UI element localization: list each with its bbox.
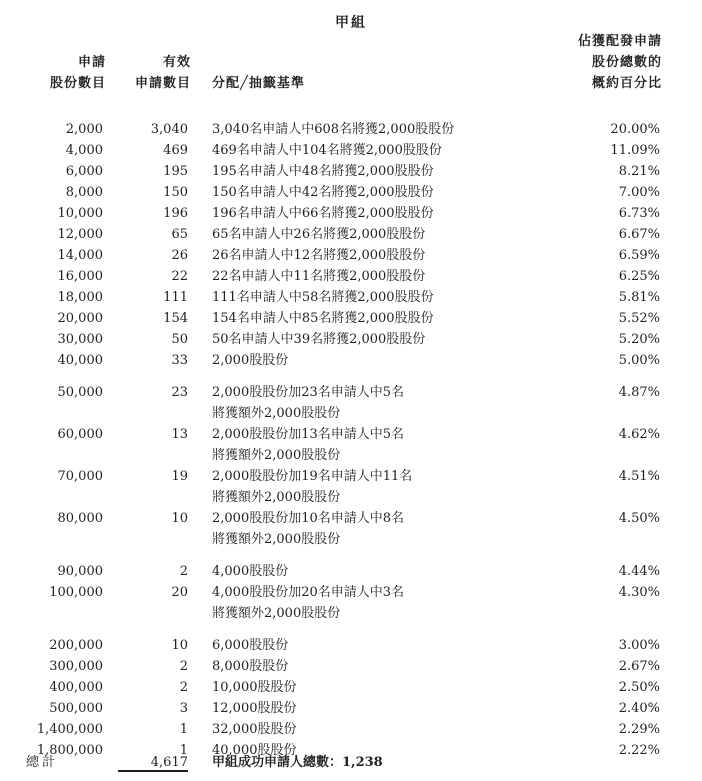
cell-shares-applied: 8,000 xyxy=(65,185,103,200)
cell-shares-applied: 300,000 xyxy=(49,659,103,674)
cell-valid-applications: 154 xyxy=(163,311,188,326)
header-valid-applications xyxy=(135,52,191,94)
cell-allocation-basis xyxy=(212,508,512,550)
cell-approx-percentage: 4.87% xyxy=(618,385,660,400)
basis-line: 4,000股股份 xyxy=(212,564,289,579)
cell-approx-percentage: 6.73% xyxy=(618,206,660,221)
cell-valid-applications: 26 xyxy=(171,248,188,263)
cell-approx-percentage: 20.00% xyxy=(610,122,660,137)
table-row xyxy=(0,245,702,266)
cell-allocation-basis xyxy=(212,561,512,582)
row-spacer xyxy=(0,624,702,635)
cell-shares-applied: 20,000 xyxy=(57,311,103,326)
row-spacer xyxy=(0,550,702,561)
cell-shares-applied: 500,000 xyxy=(49,701,103,716)
table-row xyxy=(0,350,702,371)
cell-valid-applications: 1 xyxy=(179,722,188,737)
cell-allocation-basis xyxy=(212,140,512,161)
cell-approx-percentage: 7.00% xyxy=(618,185,660,200)
cell-valid-applications: 65 xyxy=(171,227,188,242)
header-allocation-basis: 分配╱抽籤基準 xyxy=(212,76,305,91)
cell-shares-applied: 200,000 xyxy=(49,638,103,653)
cell-allocation-basis xyxy=(212,677,512,698)
table-row xyxy=(0,308,702,329)
allocation-table-body xyxy=(0,119,702,761)
basis-line: 2,000股股份加23名申請人中5名 xyxy=(212,385,405,400)
basis-line: 26名申請人中12名將獲2,000股股份 xyxy=(212,248,426,263)
basis-line: 將獲額外2,000股股份 xyxy=(212,490,341,505)
cell-valid-applications: 469 xyxy=(163,143,188,158)
cell-valid-applications: 1 xyxy=(179,743,188,758)
header-approx-percentage-line-2: 股份總數的 xyxy=(591,55,662,70)
cell-valid-applications: 20 xyxy=(171,585,188,600)
cell-shares-applied: 14,000 xyxy=(57,248,103,263)
table-row xyxy=(0,224,702,245)
cell-valid-applications: 23 xyxy=(171,385,188,400)
basis-line: 2,000股股份加13名申請人中5名 xyxy=(212,427,405,442)
basis-line: 6,000股股份 xyxy=(212,638,289,653)
cell-allocation-basis xyxy=(212,698,512,719)
cell-approx-percentage: 4.30% xyxy=(618,585,660,600)
header-approx-percentage-line-1: 佔獲配發申請 xyxy=(577,34,662,49)
cell-approx-percentage: 6.59% xyxy=(618,248,660,263)
cell-approx-percentage: 4.50% xyxy=(618,511,660,526)
cell-allocation-basis xyxy=(212,329,512,350)
cell-valid-applications: 196 xyxy=(163,206,188,221)
basis-line: 將獲額外2,000股股份 xyxy=(212,406,341,421)
cell-allocation-basis xyxy=(212,182,512,203)
cell-allocation-basis xyxy=(212,719,512,740)
cell-valid-applications: 3,040 xyxy=(150,122,188,137)
header-shares-applied xyxy=(50,52,106,94)
header-approx-percentage-line-3: 概約百分比 xyxy=(591,76,662,91)
cell-approx-percentage: 8.21% xyxy=(618,164,660,179)
table-row xyxy=(0,182,702,203)
cell-allocation-basis xyxy=(212,287,512,308)
table-row xyxy=(0,287,702,308)
cell-valid-applications: 33 xyxy=(171,353,188,368)
cell-allocation-basis xyxy=(212,203,512,224)
table-row xyxy=(0,119,702,140)
cell-allocation-basis xyxy=(212,635,512,656)
cell-valid-applications: 150 xyxy=(163,185,188,200)
cell-shares-applied: 30,000 xyxy=(57,332,103,347)
cell-approx-percentage: 4.62% xyxy=(618,427,660,442)
cell-shares-applied: 70,000 xyxy=(57,469,103,484)
cell-allocation-basis xyxy=(212,582,512,624)
cell-approx-percentage: 2.29% xyxy=(618,722,660,737)
table-row xyxy=(0,582,702,624)
header-approx-percentage xyxy=(578,31,662,94)
cell-valid-applications: 19 xyxy=(171,469,188,484)
table-row xyxy=(0,656,702,677)
cell-shares-applied: 10,000 xyxy=(57,206,103,221)
cell-valid-applications: 111 xyxy=(163,290,188,305)
cell-approx-percentage: 3.00% xyxy=(618,638,660,653)
table-row xyxy=(0,424,702,466)
cell-allocation-basis xyxy=(212,350,512,371)
cell-approx-percentage: 4.44% xyxy=(618,564,660,579)
basis-line: 3,040名申請人中608名將獲2,000股股份 xyxy=(212,122,455,137)
header-valid-applications-line-2: 申請數目 xyxy=(134,76,191,91)
cell-shares-applied: 12,000 xyxy=(57,227,103,242)
table-row xyxy=(0,382,702,424)
table-title: 甲組 xyxy=(335,15,367,31)
cell-valid-applications: 10 xyxy=(171,511,188,526)
basis-line: 10,000股股份 xyxy=(212,680,297,695)
cell-allocation-basis xyxy=(212,266,512,287)
basis-line: 195名申請人中48名將獲2,000股股份 xyxy=(212,164,434,179)
cell-approx-percentage: 11.09% xyxy=(610,143,660,158)
cell-shares-applied: 6,000 xyxy=(65,164,103,179)
cell-approx-percentage: 6.25% xyxy=(618,269,660,284)
header-shares-applied-line-2: 股份數目 xyxy=(49,76,106,91)
cell-approx-percentage: 2.67% xyxy=(618,659,660,674)
basis-line: 50名申請人中39名將獲2,000股股份 xyxy=(212,332,426,347)
cell-approx-percentage: 2.50% xyxy=(618,680,660,695)
basis-line: 2,000股股份加19名申請人中11名 xyxy=(212,469,413,484)
cell-approx-percentage: 2.40% xyxy=(618,701,660,716)
cell-approx-percentage: 5.00% xyxy=(618,353,660,368)
table-row xyxy=(0,719,702,740)
cell-shares-applied: 1,400,000 xyxy=(36,722,103,737)
table-row xyxy=(0,508,702,550)
basis-line: 32,000股股份 xyxy=(212,722,297,737)
cell-allocation-basis xyxy=(212,245,512,266)
basis-line: 將獲額外2,000股股份 xyxy=(212,448,341,463)
cell-allocation-basis xyxy=(212,224,512,245)
cell-allocation-basis xyxy=(212,382,512,424)
cell-approx-percentage: 5.20% xyxy=(618,332,660,347)
cell-approx-percentage: 5.81% xyxy=(618,290,660,305)
cell-valid-applications: 2 xyxy=(179,680,188,695)
basis-line: 8,000股股份 xyxy=(212,659,289,674)
cell-valid-applications: 195 xyxy=(163,164,188,179)
cell-approx-percentage: 5.52% xyxy=(618,311,660,326)
basis-line: 65名申請人中26名將獲2,000股股份 xyxy=(212,227,426,242)
successful-applicants-total: 甲組成功申請人總數：1,238 xyxy=(212,755,383,770)
cell-valid-applications: 50 xyxy=(171,332,188,347)
basis-line: 2,000股股份 xyxy=(212,353,289,368)
cell-shares-applied: 1,800,000 xyxy=(36,743,103,758)
basis-line: 2,000股股份加10名申請人中8名 xyxy=(212,511,405,526)
basis-line: 111名申請人中58名將獲2,000股股份 xyxy=(212,290,434,305)
basis-line: 150名申請人中42名將獲2,000股股份 xyxy=(212,185,434,200)
cell-shares-applied: 16,000 xyxy=(57,269,103,284)
cell-approx-percentage: 4.51% xyxy=(618,469,660,484)
basis-line: 12,000股股份 xyxy=(212,701,297,716)
table-row xyxy=(0,635,702,656)
cell-shares-applied: 90,000 xyxy=(57,564,103,579)
total-label: 總計 xyxy=(26,755,59,770)
cell-valid-applications: 2 xyxy=(179,659,188,674)
basis-line: 154名申請人中85名將獲2,000股股份 xyxy=(212,311,434,326)
table-row xyxy=(0,161,702,182)
cell-allocation-basis xyxy=(212,161,512,182)
row-spacer xyxy=(0,371,702,382)
cell-shares-applied: 18,000 xyxy=(57,290,103,305)
total-value: 4,617 xyxy=(150,755,188,770)
basis-line: 將獲額外2,000股股份 xyxy=(212,606,341,621)
basis-line: 將獲額外2,000股股份 xyxy=(212,532,341,547)
header-shares-applied-line-1: 申請 xyxy=(77,55,106,70)
cell-shares-applied: 50,000 xyxy=(57,385,103,400)
basis-line: 196名申請人中66名將獲2,000股股份 xyxy=(212,206,434,221)
cell-shares-applied: 4,000 xyxy=(65,143,103,158)
cell-approx-percentage: 6.67% xyxy=(618,227,660,242)
basis-line: 40,000股股份 xyxy=(212,743,297,758)
cell-shares-applied: 400,000 xyxy=(49,680,103,695)
cell-allocation-basis xyxy=(212,466,512,508)
cell-shares-applied: 100,000 xyxy=(49,585,103,600)
cell-allocation-basis xyxy=(212,656,512,677)
cell-shares-applied: 80,000 xyxy=(57,511,103,526)
cell-approx-percentage: 2.22% xyxy=(618,743,660,758)
header-valid-applications-line-1: 有效 xyxy=(162,55,191,70)
table-row xyxy=(0,677,702,698)
table-row xyxy=(0,561,702,582)
cell-valid-applications: 3 xyxy=(179,701,188,716)
table-row xyxy=(0,266,702,287)
table-row xyxy=(0,698,702,719)
cell-allocation-basis xyxy=(212,424,512,466)
cell-valid-applications: 2 xyxy=(179,564,188,579)
cell-shares-applied: 2,000 xyxy=(65,122,103,137)
total-underline xyxy=(118,770,188,772)
basis-line: 22名申請人中11名將獲2,000股股份 xyxy=(212,269,426,284)
cell-shares-applied: 40,000 xyxy=(57,353,103,368)
cell-valid-applications: 13 xyxy=(171,427,188,442)
table-row xyxy=(0,329,702,350)
cell-shares-applied: 60,000 xyxy=(57,427,103,442)
cell-valid-applications: 10 xyxy=(171,638,188,653)
table-row xyxy=(0,140,702,161)
table-row xyxy=(0,203,702,224)
cell-allocation-basis xyxy=(212,308,512,329)
basis-line: 4,000股股份加20名申請人中3名 xyxy=(212,585,405,600)
table-row xyxy=(0,466,702,508)
cell-allocation-basis xyxy=(212,119,512,140)
basis-line: 469名申請人中104名將獲2,000股股份 xyxy=(212,143,442,158)
cell-valid-applications: 22 xyxy=(171,269,188,284)
